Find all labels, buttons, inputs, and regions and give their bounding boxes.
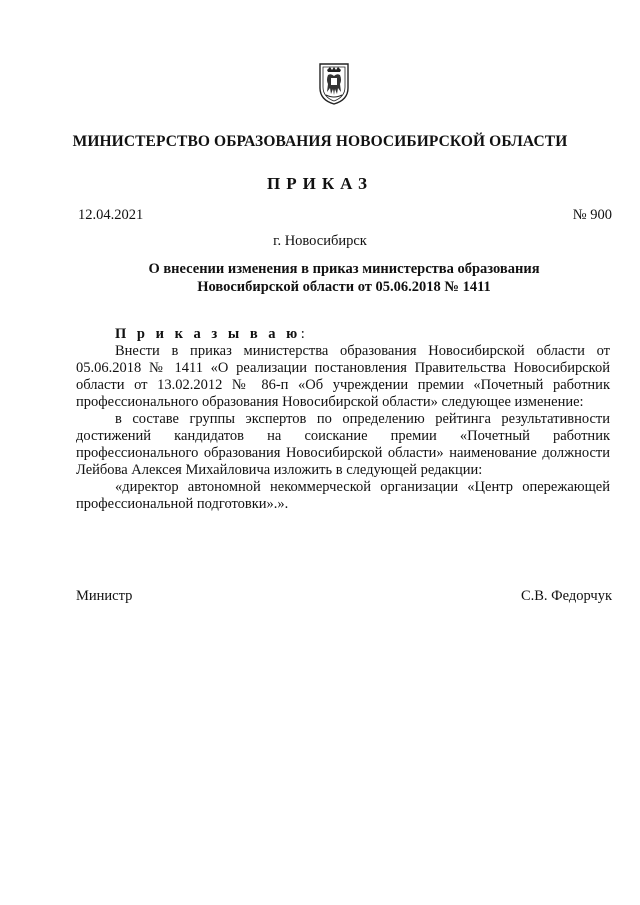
- coat-of-arms-icon: [318, 62, 350, 106]
- body-paragraph-2: в составе группы экспертов по определению рейтинга результативности достижений кандидатов на соискание премии «Почетный работник профессионального образования Новосибирской области» наименование должности Лейбова Алексея Михайловича изложить в следующей редакции:: [76, 411, 610, 478]
- order-colon: :: [300, 326, 305, 342]
- order-heading: [76, 326, 610, 343]
- subject-line-1: О внесении изменения в приказ министерства образования: [148, 261, 540, 277]
- body-paragraph-3: «директор автономной некоммерческой организации «Центр опережающей профессиональной подготовки».».: [76, 479, 610, 512]
- document-body: [76, 326, 610, 513]
- document-type-title: ПРИКАЗ: [267, 174, 373, 193]
- ministry-title: МИНИСТЕРСТВО ОБРАЗОВАНИЯ НОВОСИБИРСКОЙ ОБЛАСТИ: [72, 133, 568, 150]
- signatory-name: С.В. Федорчук: [520, 588, 612, 604]
- body-paragraph-1: Внести в приказ министерства образования Новосибирской области от 05.06.2018 № 1411 «О реализации постановления Правительства Новосибирской области от 13.02.2012 № 86-п «Об учреждении премии «Почетный работник профессионального образования Новосибирской области» следующее изменение:: [76, 343, 610, 410]
- subject-line-2: Новосибирской области от 05.06.2018 № 1411: [197, 279, 491, 295]
- document-city: г. Новосибирск: [273, 233, 367, 249]
- document-subject: [100, 260, 588, 296]
- document-number: № 900: [572, 207, 612, 223]
- document-date: 12.04.2021: [78, 207, 144, 223]
- order-word: П р и к а з ы в а ю: [115, 326, 301, 342]
- signatory-position: Министр: [76, 588, 133, 604]
